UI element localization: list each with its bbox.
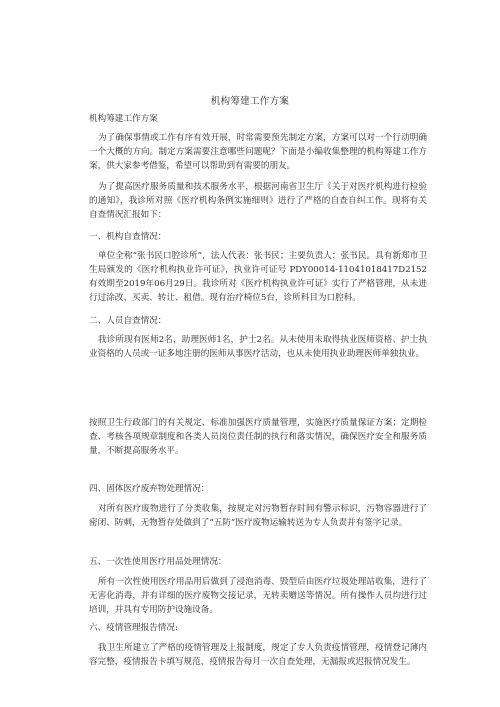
section-body-2: 我诊所现有医师2名，助理医师1名，护士2名。从未使用未取得执业医师资格、护士执业资格的人员或一证多地注册的医师从事医疗活动，也从未使用执业助理医师单独执业。 (89, 335, 427, 359)
document-title: 机构筹建工作方案 (210, 96, 290, 107)
section-body-5: 所有一次性使用医疗用品用后做到了浸泡消毒、毁型后由医疗垃圾处理站收集，进行了无害化消毒，并有详细的医疗废物交接记录，无转卖赠送等情况。所有操作人员均进行过培训，并具有专用防护设施设备。 (89, 577, 427, 615)
section-body-1: 单位全称“张书民口腔诊所”，法人代表：张书民；主要负责人：张书民。具有新郑市卫生局颁发的《医疗机构执业许可证》，执业许可证号 PDY00014-11041018417D2152 有效期至2019年06月29日。我诊所对《医疗机构执业许可证》实行了严格管理，从未进行过涂改、买卖、转让、租借。现有治疗椅位5台，诊所科目为口腔科。 (89, 251, 427, 303)
intro-paragraph-2: 为了提高医疗服务质量和技术服务水平，根据河南省卫生厅《关于对医疗机构进行检验的通知》，我诊所对照《医疗机构条例实施细则》进行了严格的自查自纠工作。现将有关自查情况汇报如下： (89, 182, 427, 220)
section-heading-2: 二、人员自查情况： (89, 316, 167, 326)
section-heading-6: 六、疫情管理报告情况: (89, 623, 178, 633)
document-subtitle: 机构筹建工作方案 (89, 114, 158, 124)
section-heading-4: 四、固体医疗废弃物处理情况： (89, 484, 210, 494)
section-body-6: 我卫生所建立了严格的疫情管理及上报制度，规定了专人负责疫情管理，疫情登记薄内容完整，疫情报告卡填写规范，疫情报告每月一次自查处理，无漏报或迟报情况发生。 (89, 643, 427, 667)
section-body-3: 按照卫生行政部门的有关规定、标准加强医疗质量管理，实施医疗质量保证方案；定期检查、考核各项规章制度和各类人员岗位责任制的执行和落实情况，确保医疗安全和服务质量，不断提高服务水平。 (89, 418, 427, 456)
section-heading-5: 五、一次性使用医疗用品处理情况： (89, 557, 227, 567)
section-body-4: 对所有医疗废物进行了分类收集，按规定对污物暂存时间有警示标识，污物容器进行了密闭、防刺，无物暂存处做到了“五防”医疗废物运输转送为专人负责并有签字记录。 (89, 504, 427, 528)
intro-paragraph-1: 为了确保事情或工作有序有效开展，时常需要预先制定方案，方案可以对一个行动明确一个大概的方向。制定方案需要注意哪些问题呢？下面是小编收集整理的机构筹建工作方案，供大家参考借鉴，希望可以帮助到有需要的朋友。 (89, 133, 427, 171)
section-heading-1: 一、机构自查情况： (89, 232, 167, 242)
